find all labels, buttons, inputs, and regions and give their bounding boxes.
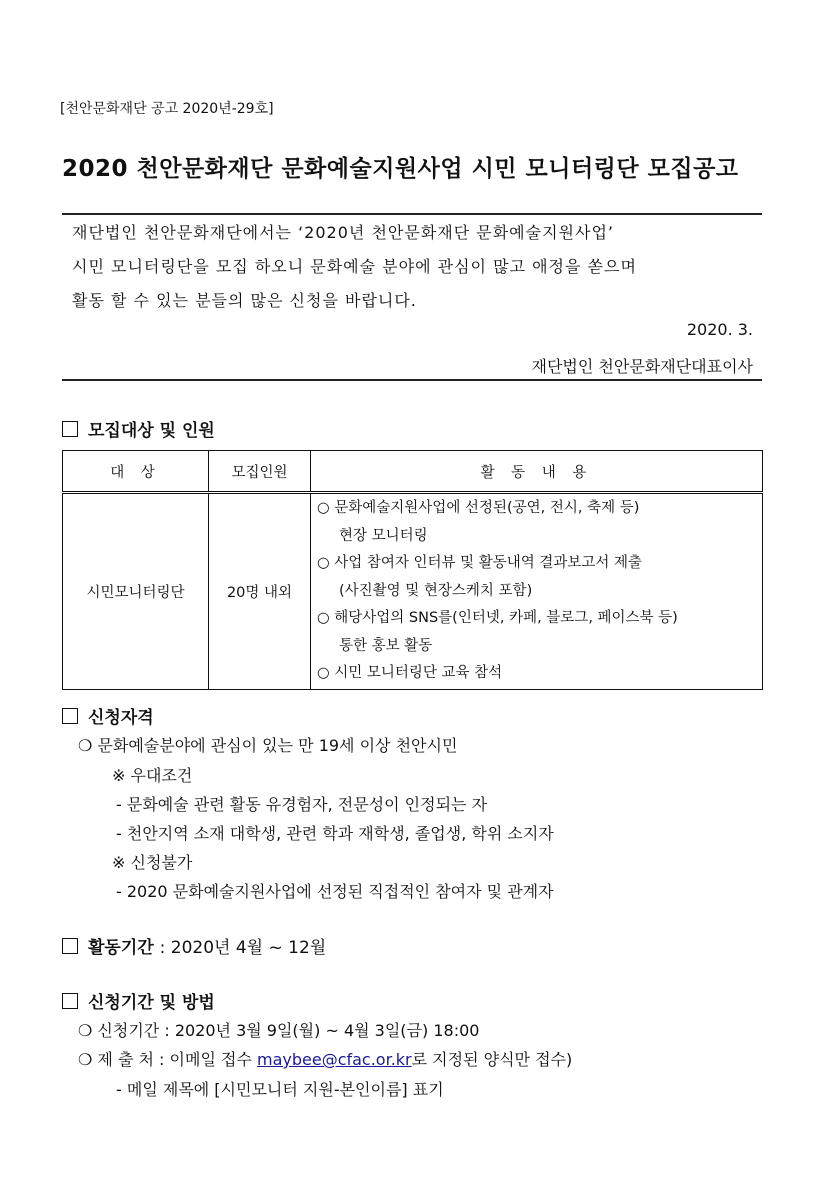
- email-link[interactable]: maybee@cfac.or.kr: [256, 1050, 412, 1069]
- intro-line-2: 시민 모니터링단을 모집 하오니 문화예술 분야에 관심이 많고 애정을 쏟으며: [72, 257, 637, 276]
- activity-item: ○ 시민 모니터링단 교육 참석: [317, 665, 503, 681]
- signature: 재단법인 천안문화재단대표이사: [531, 357, 753, 376]
- activity-item-cont: 현장 모니터링: [339, 527, 428, 544]
- activity-item: ○ 사업 참여자 인터뷰 및 활동내역 결과보고서 제출: [317, 555, 643, 571]
- preference-item: - 문화예술 관련 활동 유경험자, 전문성이 인정되는 자: [116, 795, 488, 814]
- activity-item-cont: 통한 홍보 활동: [339, 637, 433, 654]
- preference-title: ※ 우대조건: [112, 766, 193, 785]
- header-count: 모집인원: [209, 451, 311, 493]
- section-eligibility-heading: 신청자격: [62, 703, 154, 728]
- cell-target: 시민모니터링단: [63, 493, 209, 690]
- section-period-heading: 활동기간 : 2020년 4월 ~ 12월: [62, 933, 326, 958]
- table-header-row: [63, 451, 763, 493]
- section-apply-heading: 신청기간 및 방법: [62, 988, 215, 1013]
- notice-number: [천안문화재단 공고 2020년-29호]: [60, 101, 274, 117]
- checkbox-square-icon: [62, 938, 78, 954]
- checkbox-square-icon: [62, 993, 78, 1009]
- page-title: 2020 천안문화재단 문화예술지원사업 시민 모니터링단 모집공고: [62, 156, 739, 182]
- checkbox-square-icon: [62, 421, 78, 437]
- activity-item: ○ 해당사업의 SNS를(인터넷, 카페, 블로그, 페이스북 등): [317, 610, 678, 626]
- activity-period-value: : 2020년 4월 ~ 12월: [159, 938, 327, 958]
- activity-item: ○ 문화예술지원사업에 선정된(공연, 전시, 축제 등): [317, 500, 640, 516]
- cell-count: 20명 내외: [209, 493, 311, 690]
- checkbox-square-icon: [62, 708, 78, 724]
- activity-item-cont: (사진촬영 및 현장스케치 포함): [339, 582, 533, 599]
- section-recruit-heading: 모집대상 및 인원: [62, 416, 215, 441]
- eligibility-main: ❍ 문화예술분야에 관심이 있는 만 19세 이상 천안시민: [78, 736, 458, 755]
- preference-item: - 천안지역 소재 대학생, 관련 학과 재학생, 졸업생, 학위 소지자: [116, 824, 554, 843]
- mail-subject-note: - 메일 제목에 [시민모니터 지원-본인이름] 표기: [116, 1080, 444, 1099]
- cell-activities: [311, 493, 763, 690]
- header-activities: 활 동 내 용: [311, 451, 763, 493]
- announcement-date: 2020. 3.: [686, 320, 753, 339]
- intro-top-rule: [62, 213, 762, 215]
- intro-line-1: 재단법인 천안문화재단에서는 ‘2020년 천안문화재단 문화예술지원사업’: [72, 223, 615, 242]
- intro-line-3: 활동 할 수 있는 분들의 많은 신청을 바랍니다.: [72, 291, 417, 310]
- apply-period: ❍ 신청기간 : 2020년 3월 9일(월) ~ 4월 3일(금) 18:00: [78, 1021, 480, 1040]
- intro-bottom-rule: [62, 379, 762, 381]
- submit-destination: ❍ 제 출 처 : 이메일 접수 maybee@cfac.or.kr로 지정된 양식만 접수): [78, 1050, 573, 1069]
- ineligible-title: ※ 신청불가: [112, 853, 193, 872]
- ineligible-item: - 2020 문화예술지원사업에 선정된 직접적인 참여자 및 관계자: [116, 882, 554, 901]
- header-target: 대 상: [63, 451, 209, 493]
- recruit-table: [62, 450, 763, 690]
- table-row: [63, 493, 763, 690]
